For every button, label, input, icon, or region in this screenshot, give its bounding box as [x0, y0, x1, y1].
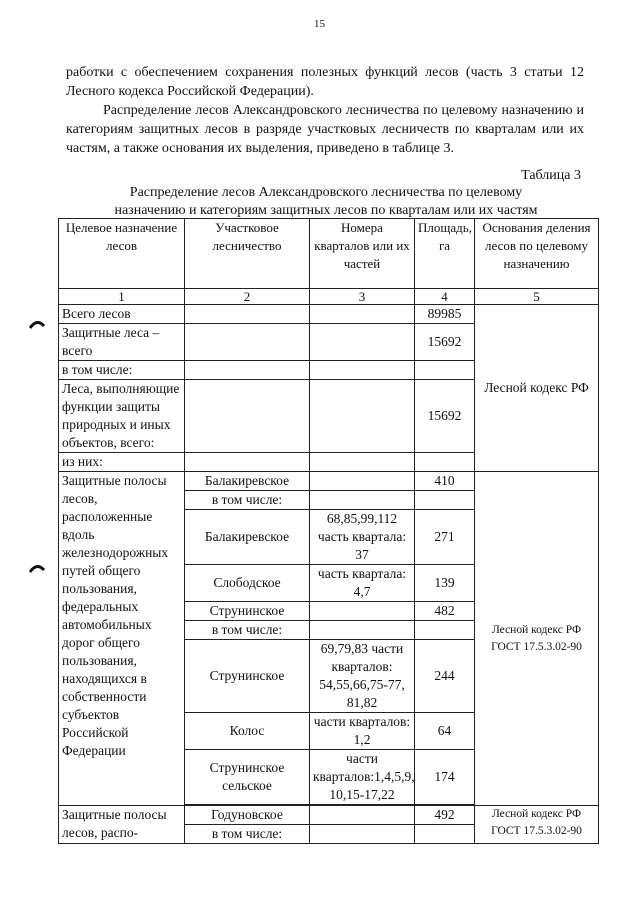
- table-header-row: [59, 219, 599, 289]
- area-balakirevskoe-sub: 271: [415, 510, 475, 565]
- binding-marker-icon: [29, 562, 45, 574]
- district-struninskoe-sub: Струнинское: [185, 640, 310, 713]
- row-label-protective: Защитные леса – всего: [59, 324, 185, 361]
- quarters-balakirevskoe: 68,85,99,112 часть квартала: 37: [310, 510, 415, 565]
- district-struninskoe: Струнинское: [185, 602, 310, 621]
- header-purpose: Целевое назначение лесов: [59, 219, 185, 289]
- header-basis: Основания деления лесов по целевому назначению: [475, 219, 599, 289]
- district-balakirevskoe: Балакиревское: [185, 472, 310, 491]
- paragraph-intro: Распределение лесов Александровского лесничества по целевому назначению и категориям защитных лесов в разряде участковых лесничеств по кварталам или их частям, а также основания их выделения, приведено в таблице 3.: [66, 103, 584, 156]
- district-slobodskoe: Слободское: [185, 565, 310, 602]
- row-label-protective-strips-2: Защитные полосы лесов, распо-: [59, 806, 185, 844]
- column-number: 1: [59, 289, 185, 305]
- column-number: 5: [475, 289, 599, 305]
- table-label: Таблица 3: [521, 168, 581, 183]
- table-row: [59, 305, 599, 324]
- area-total: 89985: [415, 305, 475, 324]
- header-district: Участковое лесничество: [185, 219, 310, 289]
- row-label-forest-functions: Леса, выполняющие функции защиты природных и иных объектов, всего:: [59, 380, 185, 453]
- binding-marker-icon: [29, 318, 45, 330]
- row-label-including: в том числе:: [185, 621, 310, 640]
- paragraph-continuation: работки с обеспечением сохранения полезных функций лесов (часть 3 статьи 12 Лесного кодекса Российской Федерации).: [66, 65, 584, 99]
- row-label-protective-strips: Защитные полосы лесов, расположенные вдоль железнодорожных путей общего пользования, федеральных автомобильных дорог общего пользования, находящихся в собственности субъектов Российской Федерации: [59, 472, 185, 806]
- header-area: Площадь, га: [415, 219, 475, 289]
- basis-law: Лесной кодекс РФ: [491, 623, 582, 636]
- basis-cell: [475, 806, 599, 844]
- row-label-including: в том числе:: [59, 361, 185, 380]
- row-label-including: в том числе:: [185, 825, 310, 844]
- quarters-struninskoe-rural: части кварталов:1,4,5,9, 10,15-17,22: [310, 750, 415, 805]
- forest-distribution-table: [58, 218, 599, 844]
- table-row: [59, 472, 599, 491]
- column-number: 2: [185, 289, 310, 305]
- district-kolos: Колос: [185, 713, 310, 750]
- district-balakirevskoe-sub: Балакиревское: [185, 510, 310, 565]
- table-caption: [56, 184, 596, 220]
- quarters-slobodskoe: часть квартала: 4,7: [310, 565, 415, 602]
- area-struninskoe-rural: 174: [415, 750, 475, 805]
- table-caption-line-2: назначению и категориям защитных лесов по кварталам или их частям: [114, 203, 538, 218]
- basis-law: Лесной кодекс РФ: [491, 808, 582, 820]
- basis-standard: ГОСТ 17.5.3.02-90: [491, 640, 582, 653]
- table-row: [59, 806, 599, 825]
- quarters-struninskoe: 69,79,83 части кварталов: 54,55,66,75-77, 81,82: [310, 640, 415, 713]
- basis-cell: Лесной кодекс РФ: [475, 305, 599, 472]
- district-struninskoe-rural: Струнинское сельское: [185, 750, 310, 805]
- area-forest-functions: 15692: [415, 380, 475, 453]
- column-number-row: [59, 289, 599, 305]
- area-kolos: 64: [415, 713, 475, 750]
- header-quarters: Номера кварталов или их частей: [310, 219, 415, 289]
- area-struninskoe: 482: [415, 602, 475, 621]
- area-godunovskoe: 492: [415, 806, 475, 825]
- area-slobodskoe: 139: [415, 565, 475, 602]
- district-godunovskoe: Годуновское: [185, 806, 310, 825]
- row-label-total: Всего лесов: [59, 305, 185, 324]
- area-protective: 15692: [415, 324, 475, 361]
- area-struninskoe-sub: 244: [415, 640, 475, 713]
- basis-cell: [475, 472, 599, 806]
- basis-standard: ГОСТ 17.5.3.02-90: [491, 825, 582, 837]
- row-label-of-which: из них:: [59, 453, 185, 472]
- column-number: 3: [310, 289, 415, 305]
- quarters-kolos: части кварталов: 1,2: [310, 713, 415, 750]
- table-caption-line-1: Распределение лесов Александровского лесничества по целевому: [129, 185, 523, 200]
- area-balakirevskoe: 410: [415, 472, 475, 491]
- row-label-including: в том числе:: [185, 491, 310, 510]
- column-number: 4: [415, 289, 475, 305]
- page-number: 15: [314, 18, 325, 30]
